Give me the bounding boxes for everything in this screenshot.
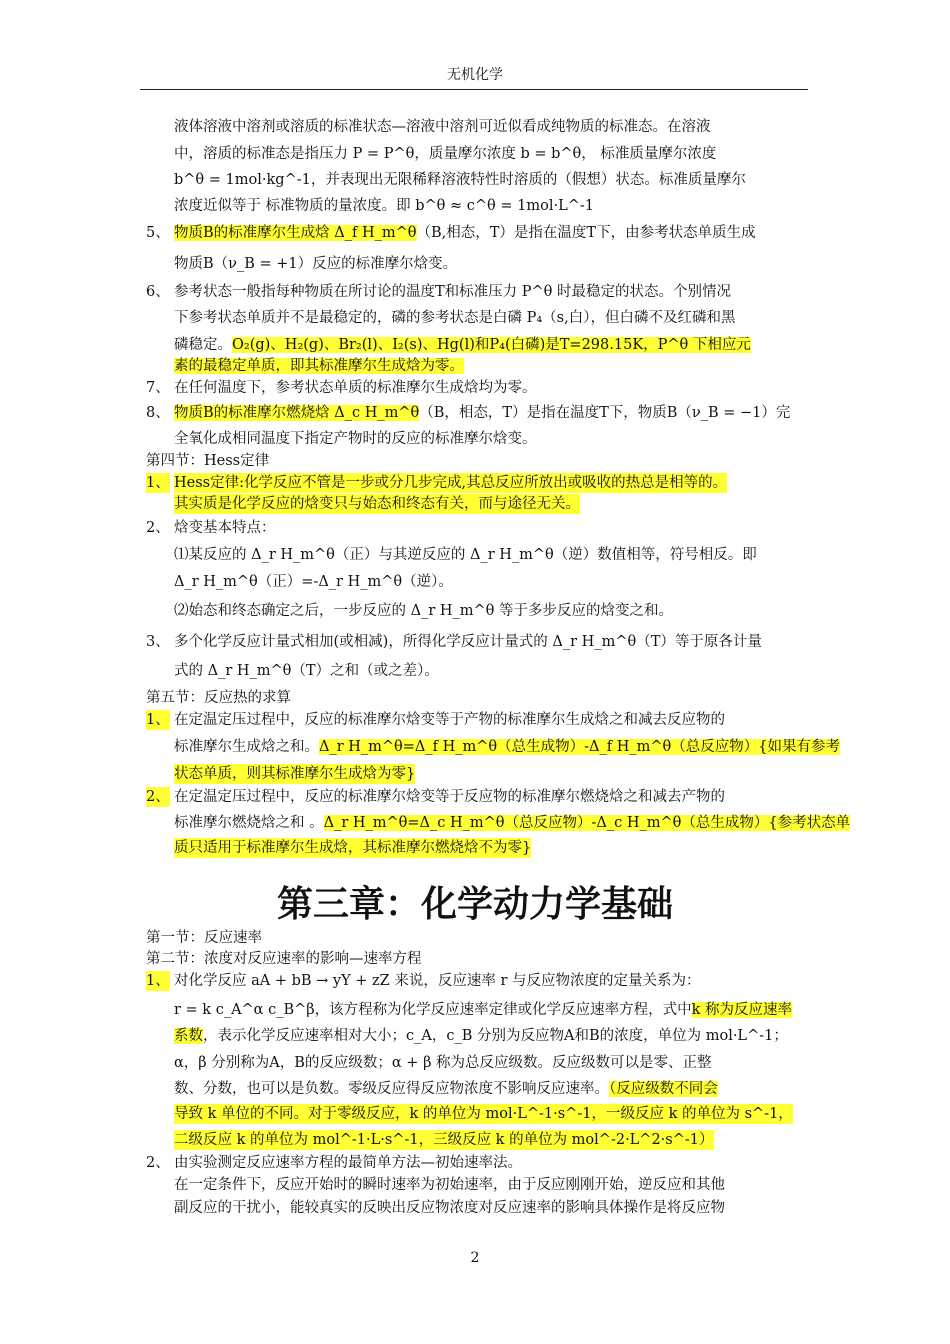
paragraph-text: 物质B（ν_B = +1）反应的标准摩尔焓变。 [174, 256, 458, 272]
paragraph-text: ⑵始态和终态确定之后，一步反应的 Δ_r H_m^θ 等于多步反应的焓变之和。 [174, 603, 674, 619]
highlighted-text: 二级反应 k 的单位为 mol^-1·L·s^-1，三级反应 k 的单位为 mol^-2·L^2·s^-1） [174, 1132, 714, 1148]
paragraph-text: 标准摩尔燃烧焓之和 。 [174, 815, 324, 831]
highlighted-text: Hess定律:化学反应不管是一步或分几步完成,其总反应所放出或吸收的热总是相等的。 [174, 475, 728, 491]
paragraph-text: 由实验测定反应速率方程的最简单方法—初始速率法。 [174, 1155, 522, 1171]
item-number: 2、 [146, 1155, 170, 1171]
paragraph-text: 全氧化成相同温度下指定产物时的反应的标准摩尔焓变。 [174, 431, 537, 447]
page-number: 2 [470, 1250, 480, 1266]
paragraph-text: 数、分数，也可以是负数。零级反应得反应物浓度不影响反应速率。 [174, 1081, 609, 1097]
highlighted-text: 质只适用于标准摩尔生成焓，其标准摩尔燃烧焓不为零} [174, 840, 532, 856]
paragraph-text: 焓变基本特点： [174, 520, 276, 536]
highlighted-text: 素的最稳定单质，即其标准摩尔生成焓为零。 [174, 358, 464, 374]
paragraph-text: ⑴某反应的 Δ_r H_m^θ（正）与其逆反应的 Δ_r H_m^θ（逆）数值相等，符号相反。即 [174, 547, 757, 563]
paragraph-text: 在任何温度下，参考状态单质的标准摩尔生成焓均为零。 [174, 380, 537, 396]
highlighted-text: （反应级数不同会 [609, 1081, 718, 1097]
highlighted-text: Δ_r H_m^θ=Δ_f H_m^θ（总生成物）-Δ_f H_m^θ（总反应物）{如果有参考 [319, 739, 841, 755]
item-number: 3、 [146, 634, 170, 650]
highlighted-text: 物质B的标准摩尔燃烧焓 Δ_c H_m^θ [174, 405, 420, 421]
paragraph-text: α，β 分别称为A，B的反应级数；α + β 称为总反应级数。反应级数可以是零、正整 [174, 1055, 712, 1071]
paragraph-text: Δ_r H_m^θ（正）=-Δ_r H_m^θ（逆）。 [174, 574, 453, 590]
item-number: 5、 [146, 225, 170, 241]
chapter-title: 第三章：化学动力学基础 [276, 884, 673, 925]
paragraph-text: 磷稳定。 [174, 337, 232, 353]
paragraph-text: 中，溶质的标准态是指压力 P = P^θ，质量摩尔浓度 b = b^θ， 标准质量摩尔浓度 [174, 146, 717, 162]
highlighted-text: 其实质是化学反应的焓变只与始态和终态有关，而与途径无关。 [174, 496, 580, 512]
item-number: 2、 [146, 520, 170, 536]
header-rule [140, 89, 808, 90]
paragraph-text: 在定温定压过程中，反应的标准摩尔焓变等于反应物的标准摩尔燃烧焓之和减去产物的 [174, 789, 725, 805]
running-header: 无机化学 [447, 67, 503, 83]
paragraph-text: r = k c_A^α c_B^β，该方程称为化学反应速率定律或化学反应速率方程，式中 [174, 1002, 692, 1018]
paragraph-text: 下参考状态单质并不是最稳定的，磷的参考状态是白磷 P₄（s,白），但白磷不及红磷和黑 [174, 310, 736, 326]
paragraph-text: 式的 Δ_r H_m^θ（T）之和（或之差）。 [174, 663, 439, 679]
paragraph-text: 对化学反应 aA + bB → yY + zZ 来说，反应速率 r 与反应物浓度的定量关系为： [174, 973, 701, 989]
paragraph-text: （B,相态，T）是指在温度T下，由参考状态单质生成 [416, 225, 756, 241]
highlighted-text: 导致 k 单位的不同。对于零级反应，k 的单位为 mol·L^-1·s^-1，一级反应 k 的单位为 s^-1， [174, 1106, 793, 1122]
section-title: 第二节：浓度对反应速率的影响—速率方程 [146, 951, 422, 967]
paragraph-text: 液体溶液中溶剂或溶质的标准状态—溶液中溶剂可近似看成纯物质的标准态。在溶液 [174, 119, 711, 135]
paragraph-text: 多个化学反应计量式相加(或相减)，所得化学反应计量式的 Δ_r H_m^θ（T）等于原各计量 [174, 634, 762, 650]
section-title: 第四节：Hess定律 [146, 453, 270, 469]
paragraph-text: 标准摩尔生成焓之和。 [174, 739, 319, 755]
highlighted-text: Δ_r H_m^θ=Δ_c H_m^θ（总反应物）-Δ_c H_m^θ（总生成物）{参考状态单 [323, 815, 851, 831]
item-number: 1、 [146, 712, 170, 728]
highlighted-text: 系数 [174, 1028, 203, 1044]
paragraph-text: 浓度近似等于 标准物质的量浓度。即 b^θ ≈ c^θ = 1mol·L^-1 [174, 198, 594, 214]
item-number: 2、 [146, 789, 170, 805]
section-title: 第一节：反应速率 [146, 930, 262, 946]
item-number: 8、 [146, 405, 170, 421]
highlighted-text: 状态单质，则其标准摩尔生成焓为零} [174, 766, 416, 782]
highlighted-text: 物质B的标准摩尔生成焓 Δ_f H_m^θ [174, 225, 417, 241]
paragraph-text: 在定温定压过程中，反应的标准摩尔焓变等于产物的标准摩尔生成焓之和减去反应物的 [174, 712, 725, 728]
paragraph-text: （B，相态，T）是指在温度T下，物质B（ν_B = −1）完 [419, 405, 791, 421]
paragraph-text: 在一定条件下，反应开始时的瞬时速率为初始速率，由于反应刚刚开始，逆反应和其他 [174, 1177, 725, 1193]
item-number: 1、 [146, 973, 170, 989]
item-number: 7、 [146, 380, 170, 396]
paragraph-text: b^θ = 1mol·kg^-1，并表现出无限稀释溶液特性时溶质的（假想）状态。标准质量摩尔 [174, 172, 746, 188]
highlighted-text: k 称为反应速率 [691, 1002, 793, 1018]
paragraph-text: ，表示化学反应速率相对大小；c_A，c_B 分别为反应物A和B的浓度，单位为 mol·L^-1； [203, 1028, 788, 1044]
paragraph-text: 参考状态一般指每种物质在所讨论的温度T和标准压力 P^θ 时最稳定的状态。个别情况 [174, 284, 732, 300]
highlighted-text: O₂(g)、H₂(g)、Br₂(l)、I₂(s)、Hg(l)和P₄(白磷)是T=298.15K，P^θ 下相应元 [232, 337, 751, 353]
paragraph-text: 副反应的干扰小，能较真实的反映出反应物浓度对反应速率的影响具体操作是将反应物 [174, 1200, 725, 1216]
item-number: 6、 [146, 284, 170, 300]
item-number: 1、 [146, 475, 170, 491]
section-title: 第五节：反应热的求算 [146, 690, 291, 706]
